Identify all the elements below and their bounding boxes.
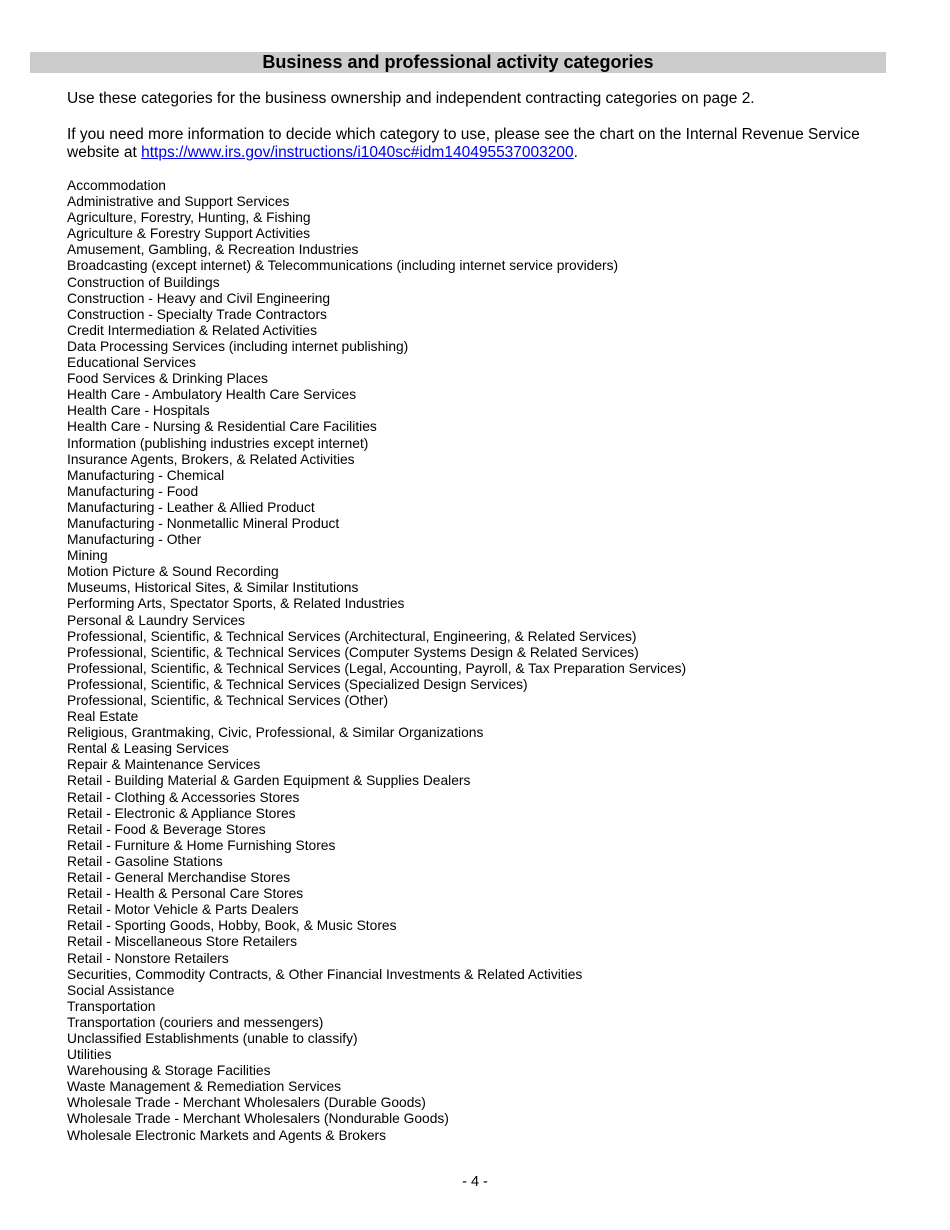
category-item: Professional, Scientific, & Technical Services (Computer Systems Design & Related Services): [67, 644, 639, 660]
category-item: Retail - Health & Personal Care Stores: [67, 886, 304, 902]
category-item: Repair & Maintenance Services: [67, 757, 261, 773]
category-item: Construction of Buildings: [67, 274, 220, 290]
category-item: Food Services & Drinking Places: [67, 371, 268, 387]
category-item: Transportation (couriers and messengers): [67, 1014, 324, 1030]
category-item: Professional, Scientific, & Technical Services (Other): [67, 693, 389, 708]
category-item: Retail - Food & Beverage Stores: [67, 821, 266, 837]
intro-paragraph-1: Use these categories for the business ownership and independent contracting categories on page 2.: [67, 90, 755, 107]
category-item: Manufacturing - Chemical: [67, 467, 225, 483]
category-item: Construction - Heavy and Civil Engineering: [67, 290, 331, 306]
intro-paragraph-2: [67, 126, 867, 162]
category-item: Manufacturing - Leather & Allied Product: [67, 499, 315, 515]
category-item: Accommodation: [67, 178, 166, 193]
category-item: Professional, Scientific, & Technical Services (Specialized Design Services): [67, 676, 528, 692]
category-item: Mining: [67, 548, 108, 564]
category-item: Wholesale Trade - Merchant Wholesalers (Nondurable Goods): [67, 1111, 449, 1127]
category-item: Social Assistance: [67, 982, 175, 998]
category-item: Broadcasting (except internet) & Telecommunications (including internet service providers): [67, 258, 619, 274]
category-item: Manufacturing - Nonmetallic Mineral Product: [67, 515, 340, 531]
category-item: Retail - Nonstore Retailers: [67, 950, 229, 966]
category-item: Agriculture, Forestry, Hunting, & Fishing: [67, 210, 311, 226]
intro-paragraph-2-suffix: .: [573, 144, 578, 161]
category-item: Wholesale Trade - Merchant Wholesalers (Durable Goods): [67, 1095, 426, 1111]
category-item: Retail - Miscellaneous Store Retailers: [67, 934, 298, 950]
category-item: Retail - Electronic & Appliance Stores: [67, 805, 296, 821]
category-item: Rental & Leasing Services: [67, 741, 229, 757]
category-item: Retail - Furniture & Home Furnishing Stores: [67, 837, 336, 853]
category-item: Personal & Laundry Services: [67, 612, 245, 628]
category-item: Credit Intermediation & Related Activities: [67, 322, 317, 338]
intro-section: [67, 90, 867, 162]
category-item: Retail - Clothing & Accessories Stores: [67, 789, 300, 805]
category-item: Retail - Building Material & Garden Equipment & Supplies Dealers: [67, 773, 471, 789]
category-item: Retail - Motor Vehicle & Parts Dealers: [67, 902, 299, 918]
category-item: Agriculture & Forestry Support Activities: [67, 226, 311, 242]
category-item: Religious, Grantmaking, Civic, Professional, & Similar Organizations: [67, 725, 484, 741]
category-item: Administrative and Support Services: [67, 194, 290, 210]
category-item: Museums, Historical Sites, & Similar Institutions: [67, 580, 359, 596]
category-item: Insurance Agents, Brokers, & Related Activities: [67, 451, 355, 467]
category-item: Transportation: [67, 998, 156, 1014]
page-title: Business and professional activity categories: [30, 52, 886, 73]
category-item: Motion Picture & Sound Recording: [67, 564, 279, 580]
category-item: Unclassified Establishments (unable to classify): [67, 1030, 358, 1046]
category-item: Wholesale Electronic Markets and Agents & Brokers: [67, 1127, 387, 1143]
category-list: [67, 178, 686, 1144]
category-item: Manufacturing - Food: [67, 483, 199, 499]
irs-chart-link[interactable]: https://www.irs.gov/instructions/i1040sc#idm140495537003200: [141, 144, 574, 161]
category-item: Information (publishing industries except internet): [67, 435, 369, 451]
category-item: Utilities: [67, 1047, 112, 1063]
category-item: Professional, Scientific, & Technical Services (Legal, Accounting, Payroll, & Tax Preparation Services): [67, 660, 687, 676]
category-item: Construction - Specialty Trade Contractors: [67, 306, 327, 322]
category-item: Health Care - Nursing & Residential Care Facilities: [67, 419, 377, 435]
category-item: Professional, Scientific, & Technical Services (Architectural, Engineering, & Related Services): [67, 628, 637, 644]
category-item: Health Care - Ambulatory Health Care Services: [67, 387, 357, 403]
category-item: Health Care - Hospitals: [67, 403, 210, 419]
category-item: Data Processing Services (including internet publishing): [67, 338, 409, 354]
page-number: - 4 -: [462, 1174, 488, 1190]
category-item: Real Estate: [67, 709, 139, 725]
category-item: Securities, Commodity Contracts, & Other Financial Investments & Related Activities: [67, 966, 583, 982]
intro-paragraph-2-prefix: If you need more information to decide which category to use, please see the chart on the Internal Revenue Service website at: [67, 126, 860, 161]
category-item: Educational Services: [67, 355, 196, 371]
category-item: Manufacturing - Other: [67, 532, 202, 548]
category-item: Retail - Sporting Goods, Hobby, Book, & Music Stores: [67, 918, 397, 934]
category-item: Amusement, Gambling, & Recreation Industries: [67, 242, 359, 258]
category-item: Retail - Gasoline Stations: [67, 853, 223, 869]
category-item: Performing Arts, Spectator Sports, & Related Industries: [67, 596, 405, 612]
category-item: Retail - General Merchandise Stores: [67, 870, 291, 886]
category-item: Waste Management & Remediation Services: [67, 1079, 342, 1095]
category-item: Warehousing & Storage Facilities: [67, 1063, 271, 1079]
